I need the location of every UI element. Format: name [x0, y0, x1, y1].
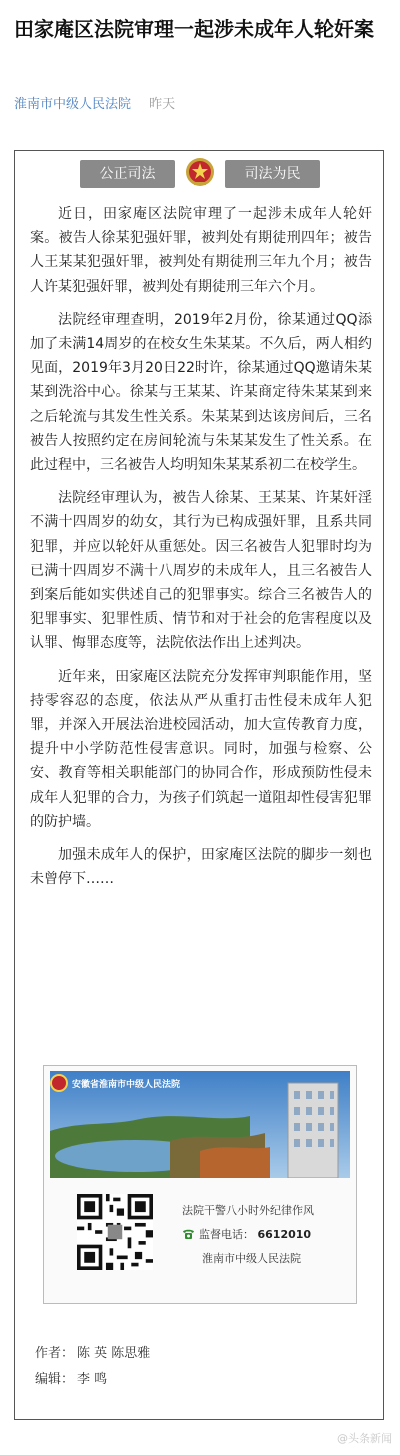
publish-time: 昨天	[149, 97, 176, 112]
article-title: 田家庵区法院审理一起涉未成年人轮奸案	[14, 17, 374, 41]
author-label: 作者：	[35, 1346, 75, 1361]
editor-label: 编辑：	[35, 1372, 75, 1387]
source-watermark: @头条新闻	[337, 1432, 392, 1445]
court-org-name: 淮南市中级人民法院	[202, 1252, 301, 1265]
court-building-photo	[50, 1071, 350, 1178]
banner-right-label: 司法为民	[225, 160, 320, 188]
section-banner	[80, 160, 320, 188]
banner-left-label: 公正司法	[80, 160, 175, 188]
author-names: 陈 英 陈思雅	[77, 1346, 151, 1361]
court-emblem-icon	[184, 152, 216, 192]
article-body	[30, 202, 372, 900]
qr-code[interactable]	[77, 1194, 153, 1270]
editor-line	[35, 1368, 107, 1387]
source-link[interactable]: 淮南市中级人民法院	[14, 97, 132, 112]
author-line	[35, 1342, 150, 1361]
article-meta	[14, 93, 175, 112]
paragraph: 近年来，田家庵区法院充分发挥审判职能作用，坚持零容忍的态度，依法从严从重打击性侵未成年人犯罪，并深入开展法治进校园活动，加大宣传教育力度，提升中小学防范性侵害意识。同时，加强与检察、公安、教育等相关职能部门的协同合作，形成预防性侵未成年人犯罪的合力，为孩子们筑起一道阻却性侵害犯罪的防护墙。	[30, 668, 372, 830]
phone-number[interactable]: 6612010	[257, 1228, 312, 1241]
court-logo-text: 安徽省淮南市中级人民法院	[72, 1080, 181, 1090]
paragraph: 加强未成年人的保护，田家庵区法院的脚步一刻也未曾停下……	[30, 847, 372, 888]
court-info-card	[43, 1065, 357, 1304]
paragraph: 法院经审理查明，2019年2月份，徐某通过QQ添加了未满14周岁的在校女生朱某某。不久后，两人相约见面，2019年3月20日22时许，徐某通过QQ邀请朱某某到洗浴中心。徐某与王某某、许某商定待朱某某到来之后轮流与其发生性关系。朱某某到达该房间后，三名被告人按照约定在房间轮流与朱某某发生了性关系。在此过程中，三名被告人均明知朱某某系初二在校学生。	[30, 311, 372, 474]
paragraph: 法院经审理认为，被告人徐某、王某某、许某奸淫不满十四周岁的幼女，其行为已构成强奸罪，且系共同犯罪，并应以轮奸从重惩处。因三名被告人犯罪时均为已满十四周岁不满十八周岁的未成年人，且三名被告人到案后能如实供述自己的犯罪事实。综合三名被告人的犯罪事实、犯罪性质、情节和对于社会的危害程度以及认罪、悔罪态度等，法院依法作出上述判决。	[30, 490, 372, 652]
discipline-slogan: 法院干警八小时外纪律作风	[182, 1204, 314, 1217]
phone-line	[182, 1226, 311, 1242]
phone-label: 监督电话：	[199, 1228, 254, 1241]
paragraph: 近日，田家庵区法院审理了一起涉未成年人轮奸案。被告人徐某犯强奸罪，被判处有期徒刑四年；被告人王某某犯强奸罪，被判处有期徒刑三年九个月；被告人许某犯强奸罪，被判处有期徒刑三年六个月。	[30, 206, 372, 295]
editor-name: 李 鸣	[77, 1372, 108, 1387]
phone-icon	[182, 1228, 195, 1240]
